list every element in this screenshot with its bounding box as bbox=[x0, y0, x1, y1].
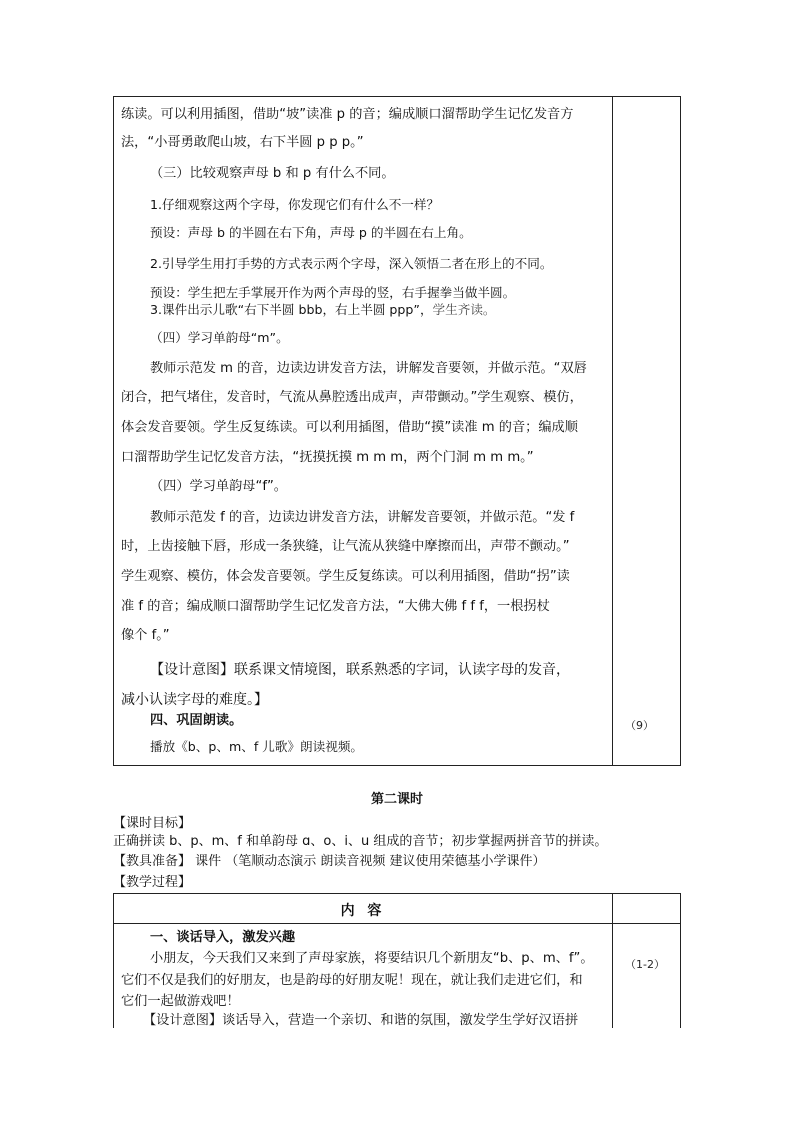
section-heading: （三）比较观察声母 b 和 p 有什么不同。 bbox=[150, 166, 395, 181]
text-line: 准 f 的音；编成顺口溜帮助学生记忆发音方法，“大佛大佛 f f f，一根拐杖 bbox=[121, 599, 550, 614]
text-line: 学生观察、模仿，体会发音要领。学生反复练读。可以利用插图，借助“拐”读 bbox=[121, 569, 570, 584]
text-line: 练读。可以利用插图，借助“坡”读准 p 的音；编成顺口溜帮助学生记忆发音方 bbox=[121, 107, 574, 122]
text-line: 1.仔细观察这两个字母，你发现它们有什么不一样？ bbox=[150, 197, 440, 212]
text-line: 2.引导学生用打手势的方式表示两个字母，深入领悟二者在形上的不同。 bbox=[150, 256, 553, 271]
text-line: 像个 f。” bbox=[121, 628, 170, 643]
text-line: 法，“小哥勇敢爬山坡，右下半圆 p p p。” bbox=[121, 135, 364, 150]
text-line: 口溜帮助学生记忆发音方法，“抚摸抚摸 m m m，两个门洞 m m m。” bbox=[121, 450, 534, 465]
text-line: 时，上齿接触下唇，形成一条狭缝，让气流从狭缝中摩擦而出，声带不颤动。” bbox=[121, 539, 570, 554]
lesson-prep bbox=[113, 850, 546, 869]
prep-label: 【教具准备】 bbox=[113, 854, 192, 869]
text-line: 它们一起做游戏吧！ bbox=[121, 994, 240, 1009]
prep-text: 课件 （笔顺动态演示 朗读音视频 建议使用荣德基小学课件） bbox=[195, 854, 546, 869]
text-line: 闭合，把气堵住，发音时，气流从鼻腔透出成声，声带颤动。”学生观察、模仿， bbox=[121, 390, 583, 405]
text-line: 预设：声母 b 的半圆在右下角，声母 p 的半圆在右上角。 bbox=[150, 225, 472, 240]
text-line bbox=[150, 301, 496, 319]
column-divider bbox=[612, 894, 613, 1028]
side-note: （1-2） bbox=[625, 958, 665, 971]
column-divider bbox=[612, 97, 613, 765]
lesson-title: 第二课时 bbox=[370, 792, 423, 807]
lesson-table-2 bbox=[113, 893, 681, 1028]
text-line: 播放《b、p、m、f 儿歌》朗读视频。 bbox=[150, 739, 364, 754]
side-note: （9） bbox=[625, 719, 654, 732]
text-line: 它们不仅是我们的好朋友，也是韵母的好朋友呢！现在，就让我们走进它们，和 bbox=[121, 973, 583, 988]
text-span: 学生齐读。 bbox=[432, 302, 496, 317]
design-intent: 减小认读字母的难度。】 bbox=[121, 692, 268, 708]
text-line: 体会发音要领。学生反复练读。可以利用插图，借助“摸”读准 m 的音；编成顺 bbox=[121, 420, 578, 435]
design-intent: 【设计意图】联系课文情境图，联系熟悉的字词，认读字母的发音， bbox=[150, 662, 570, 678]
design-intent: 【设计意图】谈话导入，营造一个亲切、和谐的氛围，激发学生学好汉语拼 bbox=[143, 1013, 579, 1028]
header-divider bbox=[114, 923, 680, 924]
section-heading: （四）学习单韵母“m”。 bbox=[150, 330, 289, 345]
text-span: 3.课件出示儿歌“右下半圆 bbb，右上半圆 ppp”， bbox=[150, 302, 433, 317]
lesson-goal-text: 正确拼读 b、p、m、f 和单韵母 ɑ、o、i、u 组成的音节；初步掌握两拼音节的拼读。 bbox=[113, 834, 608, 849]
text-line: 预设：学生把左手掌展开作为两个声母的竖，右手握拳当做半圆。 bbox=[150, 285, 516, 300]
text-line: 小朋友，今天我们又来到了声母家族，将要结识几个新朋友“b、p、m、f”。 bbox=[150, 951, 594, 966]
text-line: 教师示范发 m 的音，边读边讲发音方法，讲解发音要领，并做示范。“双唇 bbox=[150, 361, 587, 376]
lesson-goal-label: 【课时目标】 bbox=[113, 816, 192, 831]
process-label: 【教学过程】 bbox=[113, 875, 192, 890]
section-heading: 一、谈话导入，激发兴趣 bbox=[150, 930, 296, 945]
lesson-table-continued bbox=[113, 96, 681, 766]
table-header: 内 容 bbox=[340, 903, 386, 919]
text-line: 教师示范发 f 的音，边读边讲发音方法，讲解发音要领，并做示范。“发 f bbox=[150, 510, 575, 525]
section-heading: （四）学习单韵母“f”。 bbox=[150, 479, 287, 494]
section-heading: 四、巩固朗读。 bbox=[150, 713, 243, 728]
